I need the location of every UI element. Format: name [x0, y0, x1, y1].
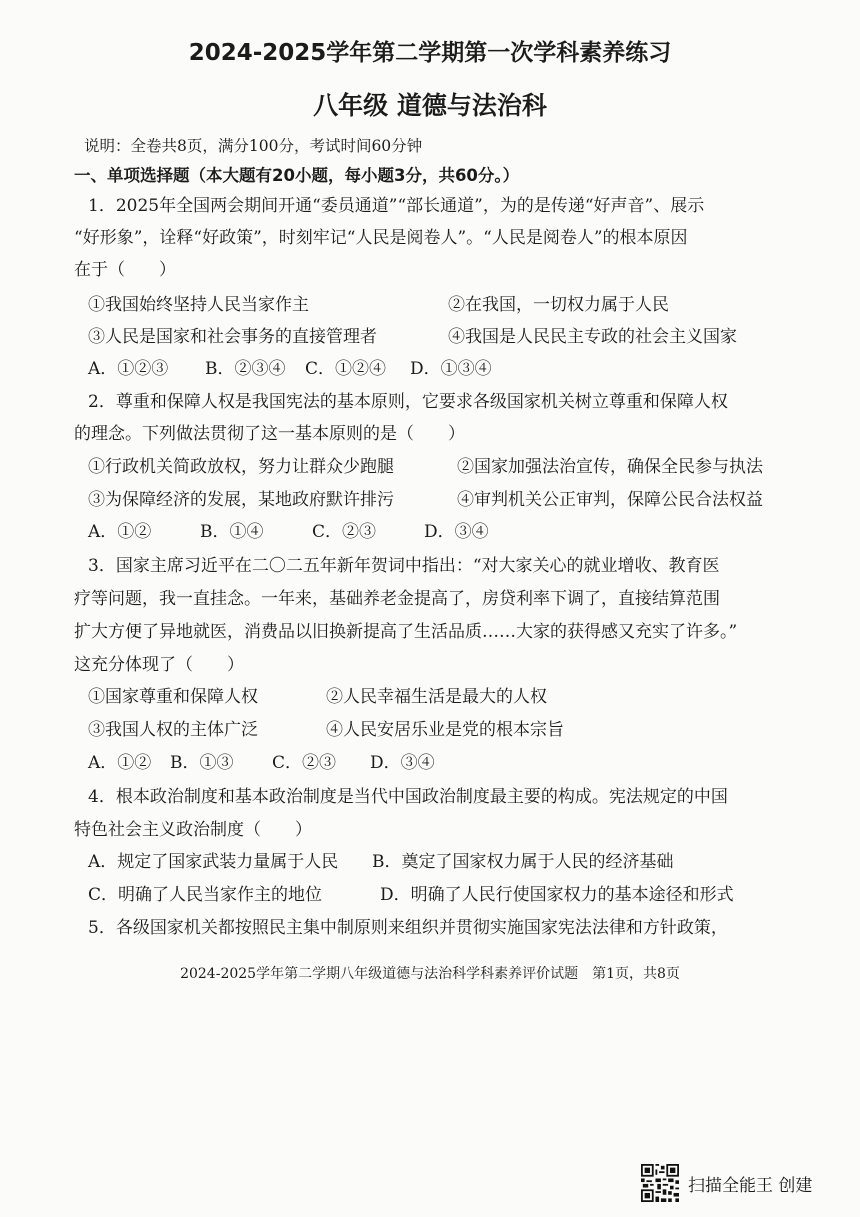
question-stem-line: 在于（ ） [74, 260, 176, 280]
answer-choice: B．奠定了国家权力属于人民的经济基础 [372, 852, 674, 872]
statement-item: ④审判机关公正审判，保障公民合法权益 [457, 490, 763, 510]
exam-title: 2024-2025学年第二学期第一次学科素养练习 [188, 40, 672, 66]
answer-choice: D．③④ [370, 753, 435, 773]
question-stem-line: 2．尊重和保障人权是我国宪法的基本原则，它要求各级国家机关树立尊重和保障人权 [88, 392, 728, 412]
question-stem-line: 这充分体现了（ ） [74, 655, 244, 675]
answer-choice: D．③④ [424, 522, 489, 542]
answer-choice: D．明确了人民行使国家权力的基本途径和形式 [380, 885, 734, 905]
statement-item: ③我国人权的主体广泛 [88, 720, 258, 740]
exam-subtitle: 八年级 道德与法治科 [313, 91, 547, 120]
question-stem-line: 1．2025年全国两会期间开通“委员通道”“部长通道”，为的是传递“好声音”、展示 [88, 196, 705, 216]
question-stem-line: 3．国家主席习近平在二〇二五年新年贺词中指出：“对大家关心的就业增收、教育医 [88, 556, 720, 576]
answer-choice: C．②③ [272, 753, 337, 773]
exam-instructions: 说明：全卷共8页，满分100分，考试时间60分钟 [84, 137, 423, 155]
question-stem-line: 特色社会主义政治制度（ ） [74, 820, 312, 840]
statement-item: ②在我国，一切权力属于人民 [448, 295, 669, 315]
answer-choice: A．①②③ [88, 359, 169, 379]
answer-choice: A．规定了国家武装力量属于人民 [88, 852, 339, 872]
question-stem-line: 疗等问题，我一直挂念。一年来，基础养老金提高了，房贷利率下调了，直接结算范围 [74, 589, 720, 609]
page-footer [0, 963, 860, 983]
question-stem-line: 的理念。下列做法贯彻了这一基本原则的是（ ） [74, 424, 465, 444]
statement-item: ③为保障经济的发展，某地政府默许排污 [88, 490, 394, 510]
footer-exam-name: 2024-2025学年第二学期八年级道德与法治科学科素养评价试题 [180, 966, 579, 982]
statement-item: ①行政机关简政放权，努力让群众少跑腿 [88, 457, 394, 477]
footer-page-info: 第1页，共8页 [592, 966, 680, 982]
answer-choice: D．①③④ [410, 359, 492, 379]
answer-choice: A．①② [88, 753, 152, 773]
statement-item: ②人民幸福生活是最大的人权 [326, 687, 547, 707]
answer-choice: C．①②④ [305, 359, 387, 379]
answer-choice: C．明确了人民当家作主的地位 [88, 885, 323, 905]
answer-choice: A．①② [88, 522, 152, 542]
statement-item: ④人民安居乐业是党的根本宗旨 [326, 720, 564, 740]
question-stem-line: “好形象”，诠释“好政策”，时刻牢记“人民是阅卷人”。“人民是阅卷人”的根本原因 [74, 228, 688, 248]
statement-item: ③人民是国家和社会事务的直接管理者 [88, 327, 377, 347]
answer-choice: B．②③④ [205, 359, 286, 379]
statement-item: ①我国始终坚持人民当家作主 [88, 295, 309, 315]
question-stem-line: 4．根本政治制度和基本政治制度是当代中国政治制度最主要的构成。宪法规定的中国 [88, 787, 728, 807]
answer-choice: B．①④ [200, 522, 264, 542]
answer-choice: C．②③ [312, 522, 377, 542]
answer-choice: B．①③ [170, 753, 234, 773]
qr-code-icon [641, 1164, 679, 1202]
statement-item: ④我国是人民民主专政的社会主义国家 [448, 327, 737, 347]
scanner-watermark [641, 1163, 812, 1203]
statement-item: ②国家加强法治宣传，确保全民参与执法 [457, 457, 763, 477]
question-stem-line: 扩大方便了异地就医，消费品以旧换新提高了生活品质……大家的获得感又充实了许多。” [74, 622, 738, 642]
watermark-text: 扫描全能王 创建 [688, 1175, 813, 1196]
statement-item: ①国家尊重和保障人权 [88, 687, 258, 707]
question-stem-line: 5．各级国家机关都按照民主集中制原则来组织并贯彻实施国家宪法法律和方针政策， [88, 918, 728, 938]
section-heading: 一、单项选择题（本大题有20小题，每小题3分，共60分。） [74, 166, 520, 185]
